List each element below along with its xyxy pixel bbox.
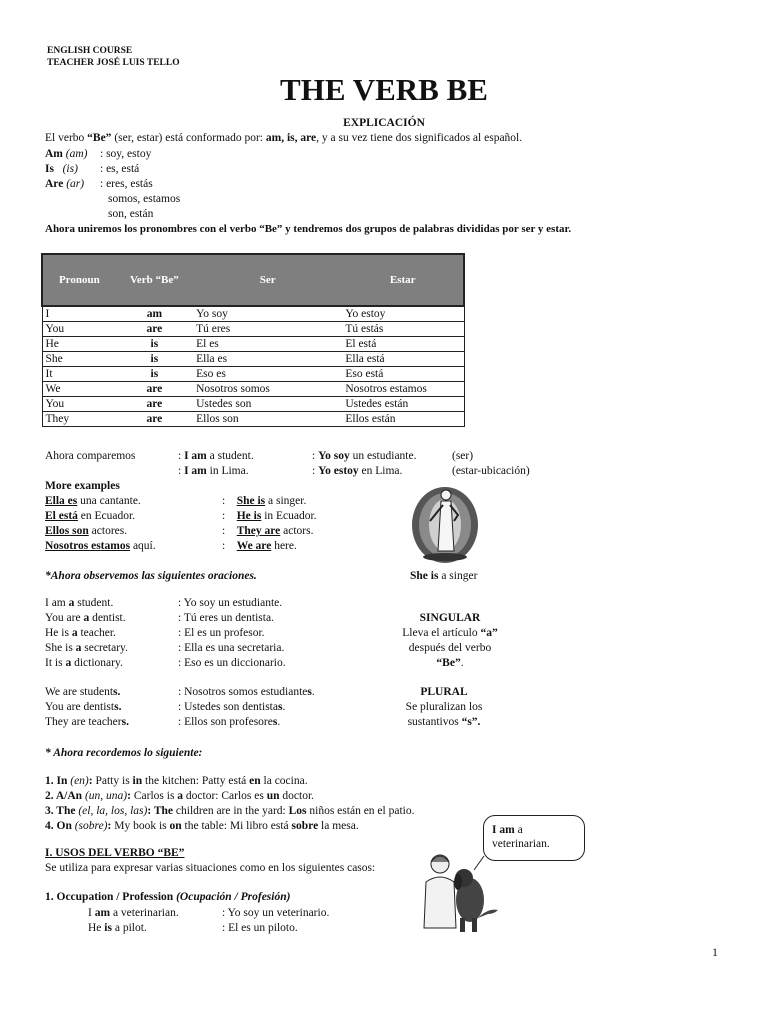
plural-note-1: Se pluralizan los: [405, 701, 483, 713]
compare-es-2: : Yo estoy en Lima.: [312, 465, 403, 477]
example-en: : She is a singer.: [222, 495, 307, 507]
plural-es: : Ellos son profesores.: [178, 716, 281, 728]
cell-pronoun: We: [42, 382, 116, 397]
cell-verb: are: [146, 383, 163, 395]
singular-en: He is a teacher.: [45, 627, 116, 639]
singular-note-3: “Be”.: [436, 657, 464, 669]
cell-ser: Yo soy: [193, 306, 342, 322]
table-row: [42, 352, 464, 367]
cell-verb: is: [150, 353, 159, 365]
singer-caption: She is a singer: [410, 570, 478, 582]
cell-pronoun: It: [42, 367, 116, 382]
cell-estar: Ellos están: [342, 412, 464, 427]
example-es: El está en Ecuador.: [45, 510, 136, 522]
union-sentence: Ahora uniremos los pronombres con el verbo “Be” y tendremos dos grupos de palabras divididas por ser y estar.: [45, 223, 572, 235]
remember-item: 1. In (en): Patty is in the kitchen: Patty está en la cocina.: [45, 775, 308, 787]
table-row: [42, 306, 464, 322]
explicacion-heading: EXPLICACIÓN: [343, 117, 425, 129]
cell-pronoun: They: [42, 412, 116, 427]
table-row: [42, 337, 464, 352]
plural-title: PLURAL: [420, 686, 468, 698]
example-es: Ellos son actores.: [45, 525, 128, 537]
cell-ser: Nosotros somos: [193, 382, 342, 397]
plural-es: : Ustedes son dentistas.: [178, 701, 286, 713]
table-row: [42, 382, 464, 397]
cell-pronoun: I: [42, 306, 116, 322]
am-word: Am (am): [45, 148, 88, 160]
singular-es: : Yo soy un estudiante.: [178, 597, 283, 609]
cell-verb: are: [146, 413, 163, 425]
compare-note-2: (estar-ubicación): [452, 465, 530, 477]
singular-note-1: Lleva el artículo “a”: [402, 627, 498, 639]
course-label: ENGLISH COURSE: [47, 46, 133, 56]
compare-en-2: : I am in Lima.: [178, 465, 249, 477]
page-title: THE VERB BE: [280, 72, 488, 107]
remember-item: 3. The (el, la, los, las): The children are in the yard: Los niños están en el patio.: [45, 805, 415, 817]
example-en: : We are here.: [222, 540, 297, 552]
veterinarian-illustration-icon: [418, 848, 508, 938]
observe-heading: *Ahora observemos las siguientes oraciones.: [45, 570, 257, 582]
are-word: Are (ar): [45, 178, 85, 190]
cell-verb: am: [146, 308, 163, 320]
cell-pronoun: She: [42, 352, 116, 367]
singular-note-2: después del verbo: [408, 642, 492, 654]
cell-verb: is: [150, 368, 159, 380]
cell-verb: are: [146, 323, 163, 335]
singular-title: SINGULAR: [419, 612, 481, 624]
header-estar: Estar: [342, 254, 464, 306]
cell-pronoun: You: [42, 322, 116, 337]
plural-en: They are teachers.: [45, 716, 129, 728]
plural-note-2: sustantivos “s”.: [407, 716, 481, 728]
table-row: [42, 367, 464, 382]
occupation-example-en: I am a veterinarian.: [88, 907, 179, 919]
cell-ser: Ellos son: [193, 412, 342, 427]
cell-pronoun: You: [42, 397, 116, 412]
more-examples-heading: More examples: [45, 480, 120, 492]
cell-ser: Ustedes son: [193, 397, 342, 412]
compare-note-1: (ser): [452, 450, 474, 462]
cell-estar: Eso está: [342, 367, 464, 382]
am-meaning: : soy, estoy: [100, 148, 152, 160]
header-pronoun: Pronoun: [42, 254, 116, 306]
are-meaning-3: son, están: [108, 208, 154, 220]
singular-es: : Ella es una secretaria.: [178, 642, 285, 654]
singular-en: She is a secretary.: [45, 642, 128, 654]
example-en: : They are actors.: [222, 525, 314, 537]
occupation-heading: 1. Occupation / Profession (Ocupación / Profesión): [45, 891, 291, 903]
cell-estar: Nosotros estamos: [342, 382, 464, 397]
cell-estar: Yo estoy: [342, 306, 464, 322]
verb-be-table: [41, 253, 465, 427]
speech-bubble-text: I am a veterinarian.: [492, 824, 550, 850]
occupation-example-es: : El es un piloto.: [222, 922, 298, 934]
singer-illustration-icon: [410, 481, 480, 565]
compare-en-1: : I am a student.: [178, 450, 254, 462]
header-ser: Ser: [193, 254, 342, 306]
compare-es-1: : Yo soy un estudiante.: [312, 450, 417, 462]
cell-ser: Tú eres: [193, 322, 342, 337]
teacher-label: TEACHER JOSÉ LUIS TELLO: [47, 58, 180, 68]
singular-en: I am a student.: [45, 597, 114, 609]
example-en: : He is in Ecuador.: [222, 510, 317, 522]
usos-intro: Se utiliza para expresar varias situaciones como en los siguientes casos:: [45, 862, 376, 874]
usos-heading: I. USOS DEL VERBO “BE”: [45, 847, 185, 859]
intro-line: El verbo “Be” (ser, estar) está conformado por: am, is, are, y a su vez tiene dos significados al español.: [45, 132, 523, 144]
cell-ser: El es: [193, 337, 342, 352]
singular-es: : Eso es un diccionario.: [178, 657, 286, 669]
occupation-example-en: He is a pilot.: [88, 922, 147, 934]
remember-item: 2. A/An (un, una): Carlos is a doctor: Carlos es un doctor.: [45, 790, 315, 802]
cell-verb: are: [146, 398, 163, 410]
singular-es: : El es un profesor.: [178, 627, 265, 639]
header-verb-be: Verb “Be”: [116, 254, 193, 306]
cell-estar: El está: [342, 337, 464, 352]
example-es: Ella es una cantante.: [45, 495, 141, 507]
table-row: [42, 412, 464, 427]
table-row: [42, 322, 464, 337]
cell-estar: Tú estás: [342, 322, 464, 337]
table-row: [42, 397, 464, 412]
example-es: Nosotros estamos aquí.: [45, 540, 156, 552]
table-header-row: [42, 254, 464, 306]
cell-verb: is: [150, 338, 159, 350]
cell-pronoun: He: [42, 337, 116, 352]
cell-estar: Ustedes están: [342, 397, 464, 412]
plural-en: You are dentists.: [45, 701, 122, 713]
singular-en: It is a dictionary.: [45, 657, 123, 669]
page-number: 1: [712, 945, 718, 959]
remember-item: 4. On (sobre): My book is on the table: Mi libro está sobre la mesa.: [45, 820, 359, 832]
are-meaning-1: : eres, estás: [100, 178, 153, 190]
singular-en: You are a dentist.: [45, 612, 126, 624]
singular-es: : Tú eres un dentista.: [178, 612, 274, 624]
cell-ser: Eso es: [193, 367, 342, 382]
plural-en: We are students.: [45, 686, 121, 698]
plural-es: : Nosotros somos estudiantes.: [178, 686, 315, 698]
occupation-example-es: : Yo soy un veterinario.: [222, 907, 330, 919]
cell-estar: Ella está: [342, 352, 464, 367]
is-meaning: : es, está: [100, 163, 140, 175]
compare-label: Ahora comparemos: [45, 450, 136, 462]
remember-heading: * Ahora recordemos lo siguiente:: [45, 747, 203, 759]
cell-ser: Ella es: [193, 352, 342, 367]
are-meaning-2: somos, estamos: [108, 193, 181, 205]
is-word: Is (is): [45, 163, 78, 175]
